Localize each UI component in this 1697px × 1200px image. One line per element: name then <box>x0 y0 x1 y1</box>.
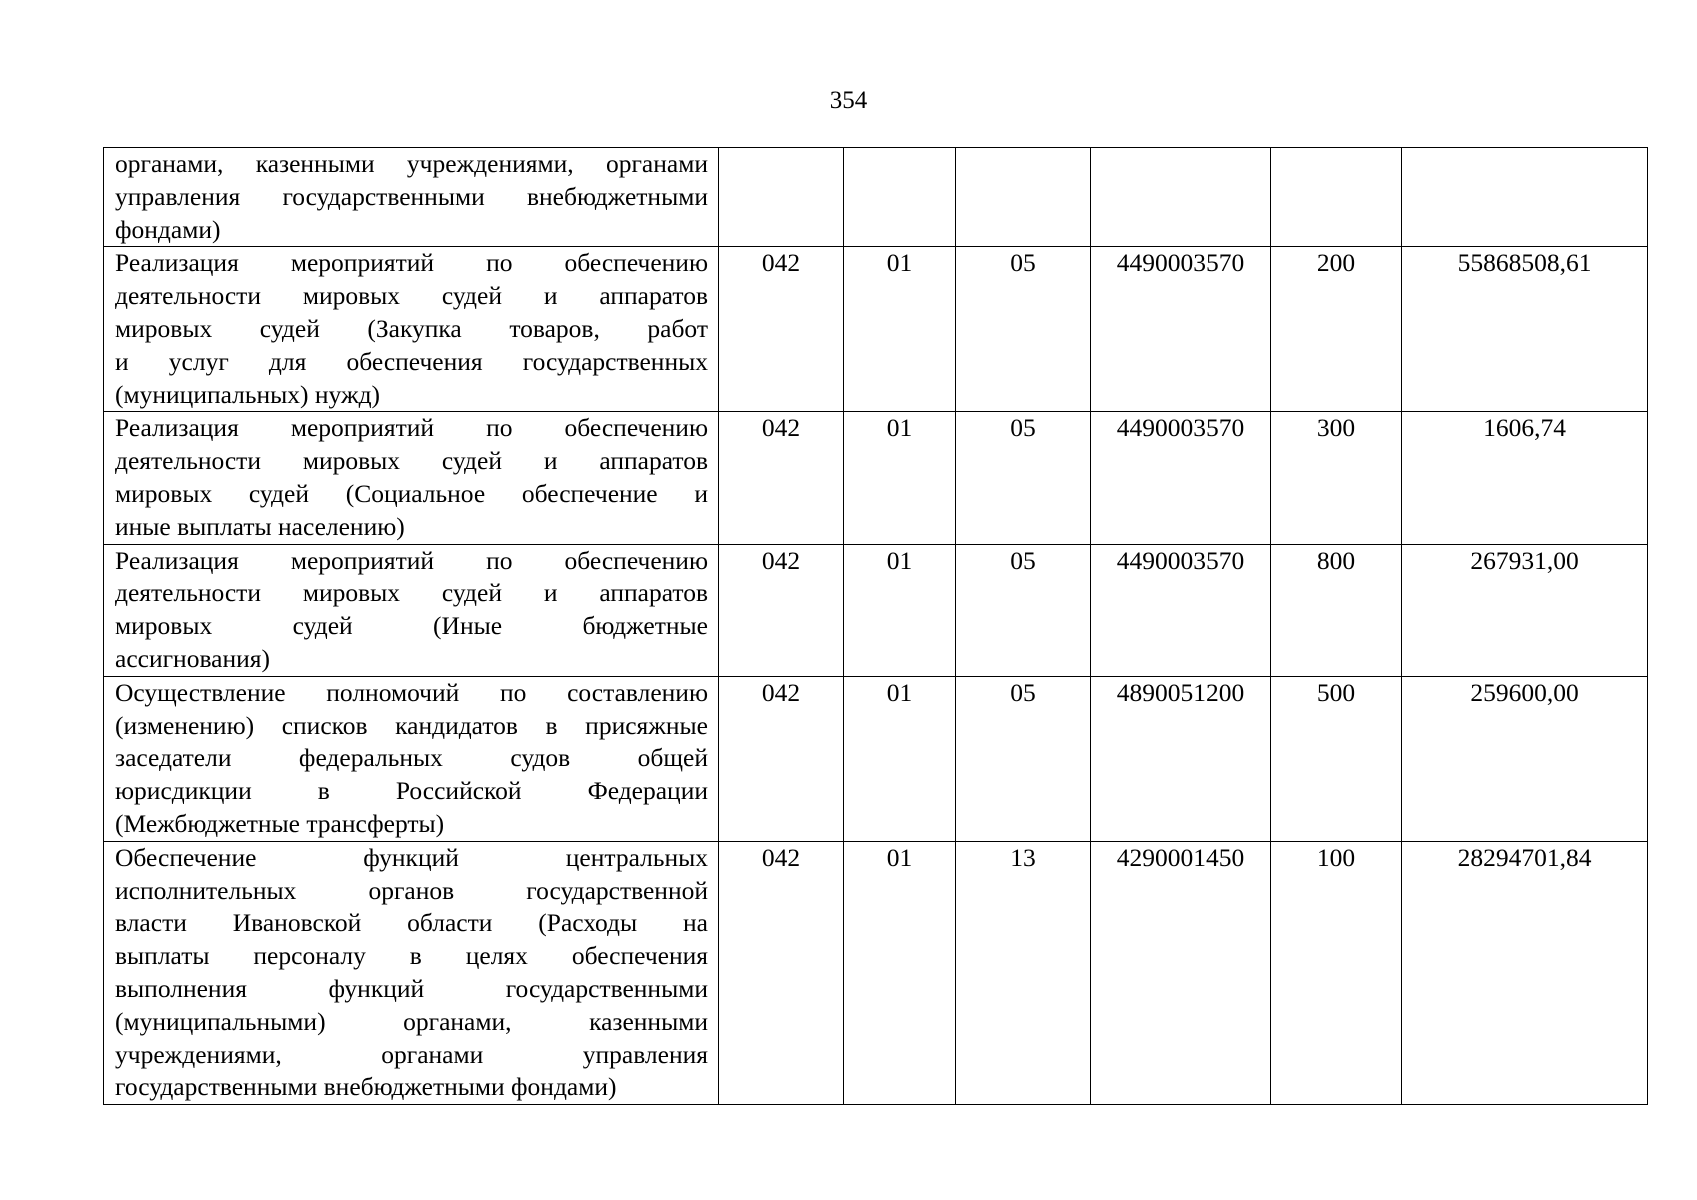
description-line: Реализация мероприятий по обеспечению <box>115 545 708 575</box>
budget-table <box>103 147 1648 1105</box>
table-row <box>104 148 1648 247</box>
cell-description <box>104 148 719 247</box>
cell-target-item-code: 4890051200 <box>1091 676 1271 841</box>
cell-department-code: 042 <box>719 841 844 1104</box>
description-line: мировых судей (Социальное обеспечение и <box>115 478 708 508</box>
cell-subsection-code: 05 <box>956 247 1091 412</box>
description-line: выполнения функций государственными <box>115 973 708 1003</box>
table-row <box>104 841 1648 1104</box>
cell-description <box>104 247 719 412</box>
cell-amount: 267931,00 <box>1402 544 1648 676</box>
cell-target-item-code: 4490003570 <box>1091 247 1271 412</box>
cell-amount: 28294701,84 <box>1402 841 1648 1104</box>
cell-amount: 1606,74 <box>1402 412 1648 544</box>
description-line: и услуг для обеспечения государственных <box>115 346 708 376</box>
description-line: Обеспечение функций центральных <box>115 842 708 872</box>
cell-target-item-code: 4290001450 <box>1091 841 1271 1104</box>
description-line: заседатели федеральных судов общей <box>115 743 708 773</box>
cell-expense-type-code: 100 <box>1271 841 1402 1104</box>
cell-target-item-code <box>1091 148 1271 247</box>
cell-department-code: 042 <box>719 676 844 841</box>
cell-department-code: 042 <box>719 544 844 676</box>
cell-target-item-code: 4490003570 <box>1091 544 1271 676</box>
cell-expense-type-code: 800 <box>1271 544 1402 676</box>
cell-target-item-code: 4490003570 <box>1091 412 1271 544</box>
cell-subsection-code: 05 <box>956 676 1091 841</box>
description-line: (изменению) списков кандидатов в присяжные <box>115 710 708 740</box>
description-line: исполнительных органов государственной <box>115 875 708 905</box>
description-line: Осуществление полномочий по составлению <box>115 677 708 707</box>
page-number: 354 <box>829 87 868 114</box>
cell-department-code: 042 <box>719 247 844 412</box>
cell-department-code: 042 <box>719 412 844 544</box>
description-line: Реализация мероприятий по обеспечению <box>115 413 708 443</box>
cell-expense-type-code: 200 <box>1271 247 1402 412</box>
table-row <box>104 676 1648 841</box>
cell-expense-type-code: 500 <box>1271 676 1402 841</box>
cell-subsection-code: 05 <box>956 544 1091 676</box>
cell-section-code: 01 <box>844 544 956 676</box>
cell-amount <box>1402 148 1648 247</box>
cell-expense-type-code: 300 <box>1271 412 1402 544</box>
cell-section-code <box>844 148 956 247</box>
cell-description <box>104 544 719 676</box>
description-line: власти Ивановской области (Расходы на <box>115 908 708 938</box>
table-row <box>104 247 1648 412</box>
description-line: иные выплаты населению) <box>115 511 405 541</box>
cell-subsection-code: 13 <box>956 841 1091 1104</box>
cell-amount: 259600,00 <box>1402 676 1648 841</box>
cell-description <box>104 412 719 544</box>
table-row <box>104 544 1648 676</box>
description-line: учреждениями, органами управления <box>115 1039 708 1069</box>
description-line: (муниципальными) органами, казенными <box>115 1006 708 1036</box>
table-row <box>104 412 1648 544</box>
description-line: государственными внебюджетными фондами) <box>115 1072 617 1102</box>
budget-table-body <box>104 148 1648 1105</box>
cell-section-code: 01 <box>844 676 956 841</box>
cell-section-code: 01 <box>844 412 956 544</box>
description-line: фондами) <box>115 214 221 244</box>
cell-subsection-code: 05 <box>956 412 1091 544</box>
cell-subsection-code <box>956 148 1091 247</box>
description-line: выплаты персоналу в целях обеспечения <box>115 941 708 971</box>
description-line: Реализация мероприятий по обеспечению <box>115 248 708 278</box>
description-line: деятельности мировых судей и аппаратов <box>115 446 708 476</box>
description-line: деятельности мировых судей и аппаратов <box>115 281 708 311</box>
description-line: (муниципальных) нужд) <box>115 379 381 409</box>
description-line: управления государственными внебюджетными <box>115 181 708 211</box>
cell-section-code: 01 <box>844 247 956 412</box>
cell-description <box>104 676 719 841</box>
description-line: мировых судей (Иные бюджетные <box>115 611 708 641</box>
description-line: органами, казенными учреждениями, органами <box>115 149 708 178</box>
description-line: ассигнования) <box>115 643 270 673</box>
description-line: мировых судей (Закупка товаров, работ <box>115 313 708 343</box>
cell-expense-type-code <box>1271 148 1402 247</box>
description-line: (Межбюджетные трансферты) <box>115 808 445 838</box>
cell-description <box>104 841 719 1104</box>
description-line: юрисдикции в Российской Федерации <box>115 776 708 806</box>
cell-department-code <box>719 148 844 247</box>
cell-amount: 55868508,61 <box>1402 247 1648 412</box>
cell-section-code: 01 <box>844 841 956 1104</box>
description-line: деятельности мировых судей и аппаратов <box>115 578 708 608</box>
